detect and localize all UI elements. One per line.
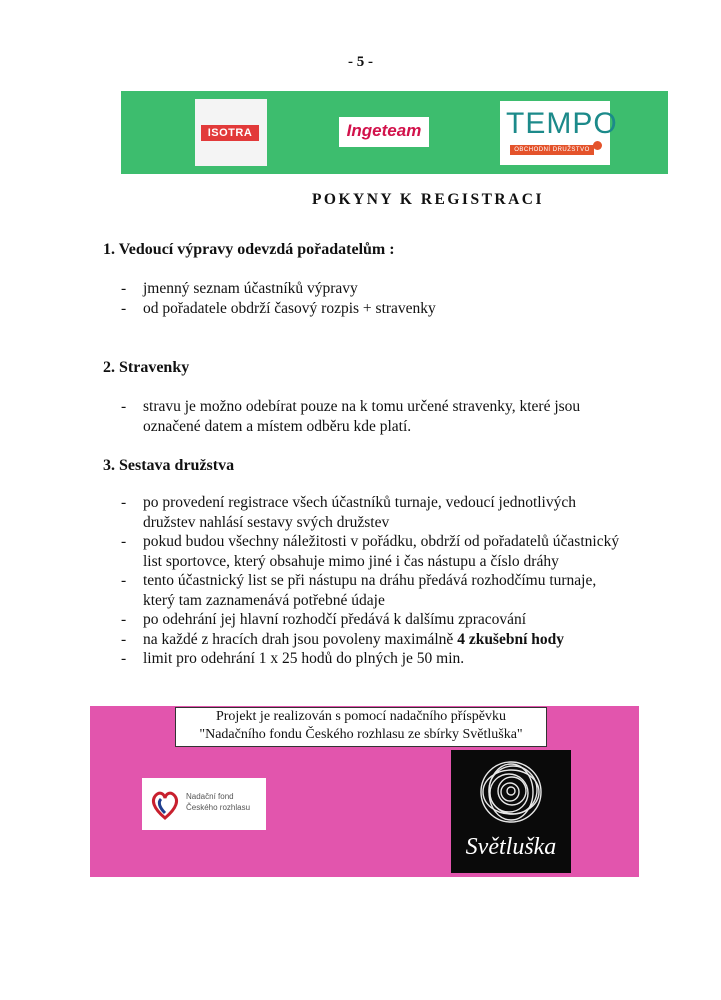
sponsor-banner: [121, 91, 668, 174]
svetluska-logo-text: Světluška: [465, 834, 557, 860]
section-1-list: [119, 279, 659, 318]
list-item-bold: 4 zkušební hody: [457, 630, 565, 648]
support-line-1: Projekt je realizován s pomocí nadačního příspěvku: [215, 709, 507, 724]
list-item: [119, 630, 629, 650]
section-3-list: [119, 493, 629, 669]
tempo-logo: [500, 101, 618, 165]
page-title: POKYNY K REGISTRACI: [311, 191, 545, 208]
list-item: - pokud budou všechny náležitosti v pořádku, obdrží od pořadatelů účastnický list sportovce, který obsahuje mimo jiné i čas nástupu a číslo dráhy: [119, 532, 629, 571]
tempo-logo-text: TEMPO: [506, 107, 618, 140]
list-item-text: na každé z hracích drah jsou povoleny maximálně: [143, 630, 458, 648]
isotra-logo-text: ISOTRA: [201, 125, 259, 141]
firefly-swirl-icon: [451, 750, 571, 840]
page-number: - 5 -: [348, 54, 373, 70]
nadacni-fond-logo: [142, 778, 266, 830]
list-item: - od pořadatele obdrží časový rozpis + stravenky: [119, 299, 659, 319]
support-line-2: "Nadačního fondu Českého rozhlasu ze sbírky Světluška": [199, 727, 523, 742]
section-heading-2: 2. Stravenky: [103, 359, 190, 376]
isotra-logo: [195, 99, 267, 166]
ingeteam-logo: [339, 117, 429, 147]
section-heading-1: 1. Vedoucí výpravy odevzdá pořadatelům :: [103, 241, 395, 258]
support-statement: [175, 707, 547, 747]
nadacni-logo-line-1: Nadační fond: [186, 792, 234, 801]
list-item: - stravu je možno odebírat pouze na k tomu určené stravenky, které jsou označené datem a místem odběru kde platí.: [119, 397, 639, 436]
tempo-apple-icon: [593, 141, 602, 150]
section-2-list: [119, 397, 639, 436]
list-item: - tento účastnický list se při nástupu na dráhu předává rozhodčímu turnaje, který tam zaznamenává potřebné údaje: [119, 571, 629, 610]
svetluska-logo: [451, 750, 571, 873]
list-item: - po odehrání jej hlavní rozhodčí předává k dalšímu zpracování: [119, 610, 629, 630]
tempo-logo-subtitle: OBCHODNÍ DRUŽSTVO: [510, 145, 594, 155]
nadacni-logo-line-2: Českého rozhlasu: [186, 803, 251, 812]
list-item: - limit pro odehrání 1 x 25 hodů do plných je 50 min.: [119, 649, 629, 669]
heart-icon: [150, 787, 180, 821]
list-item: - jmenný seznam účastníků výpravy: [119, 279, 659, 299]
section-heading-3: 3. Sestava družstva: [103, 457, 235, 474]
ingeteam-logo-text: Ingeteam: [346, 121, 422, 140]
list-item: - po provedení registrace všech účastníků turnaje, vedoucí jednotlivých družstev nahlásí sestavy svých družstev: [119, 493, 629, 532]
support-panel: [90, 706, 639, 877]
